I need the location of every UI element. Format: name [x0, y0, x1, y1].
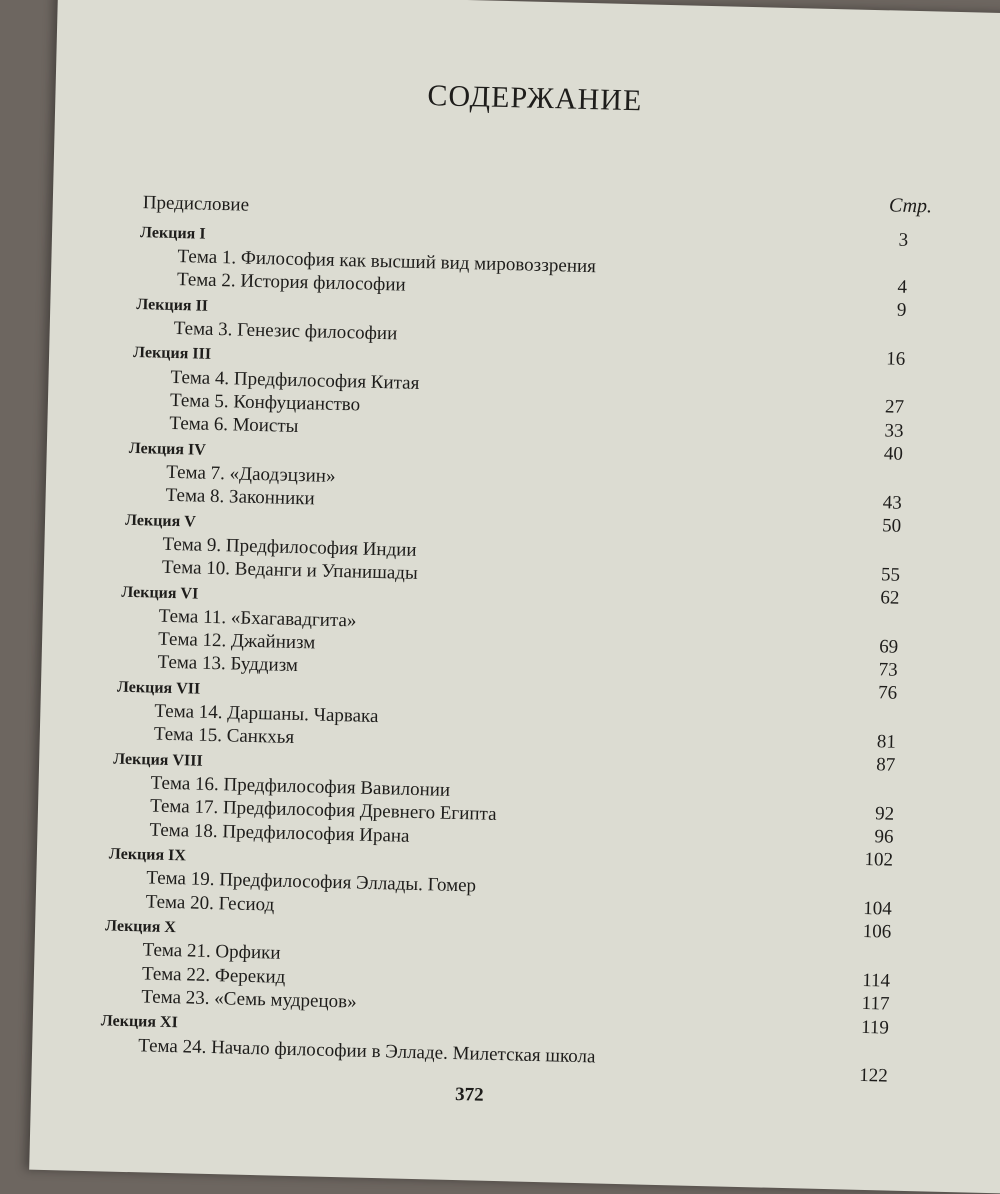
lecture-label: Лекция III: [132, 344, 212, 364]
lecture-label: Лекция IX: [108, 845, 187, 865]
page-column-header: Стр.: [888, 194, 933, 218]
book-page: [29, 0, 1000, 1194]
topic-label: Тема 6. Моисты: [169, 413, 299, 438]
topic-label: Тема 7. «Даодэцзин»: [165, 461, 336, 487]
page-number: 119: [860, 1016, 890, 1039]
topic-label: Тема 1. Философия как высший вид мировоззрения: [177, 245, 597, 278]
page-number: 102: [864, 849, 894, 872]
page-number: 92: [874, 802, 895, 825]
page-number: 87: [876, 754, 896, 776]
topic-label: Тема 18. Предфилософия Ирана: [149, 819, 410, 847]
topic-label: Тема 2. История философии: [176, 269, 406, 296]
lecture-label: Лекция IV: [128, 439, 207, 459]
topic-label: Тема 12. Джайнизм: [157, 628, 316, 654]
topic-label: Тема 15. Санкхья: [153, 723, 295, 749]
lecture-label: Лекция II: [136, 295, 209, 315]
lecture-label: Лекция V: [124, 511, 197, 531]
topic-label: Тема 24. Начало философии в Элладе. Милетская школа: [137, 1034, 596, 1068]
page-number-footer: 372: [454, 1084, 484, 1106]
topic-label: Тема 10. Веданги и Упанишады: [161, 556, 418, 585]
topic-label: Тема 23. «Семь мудрецов»: [141, 986, 357, 1013]
topic-label: Тема 22. Ферекид: [141, 962, 286, 988]
topic-label: Тема 11. «Бхагавадгита»: [158, 605, 357, 632]
page-number: 104: [863, 897, 893, 920]
page-number: 55: [880, 563, 901, 586]
lecture-label: Лекция VII: [116, 678, 201, 698]
topic-label: Тема 16. Предфилософия Вавилонии: [150, 772, 451, 801]
page-number: 69: [878, 635, 899, 658]
topic-label: Тема 14. Даршаны. Чарвака: [154, 700, 379, 728]
page-number: 96: [874, 826, 894, 848]
page-number: 40: [883, 443, 904, 465]
page-number: 43: [882, 491, 902, 514]
lecture-label: Лекция X: [104, 917, 177, 937]
page-number: 122: [858, 1065, 888, 1087]
page-number: 81: [876, 731, 897, 753]
page-number: 62: [880, 587, 900, 609]
topic-label: Тема 13. Буддизм: [157, 652, 299, 677]
topic-label: Предисловие: [142, 192, 250, 216]
topic-label: Тема 4. Предфилософия Китая: [170, 366, 420, 394]
page-number: 16: [885, 347, 906, 370]
topic-label: Тема 3. Генезис философии: [173, 317, 398, 345]
topic-label: Тема 9. Предфилософия Индии: [162, 533, 417, 561]
page-title: СОДЕРЖАНИЕ: [427, 79, 643, 118]
topic-label: Тема 17. Предфилософия Древнего Египта: [149, 795, 497, 826]
topic-label: Тема 8. Законники: [165, 484, 315, 510]
lecture-label: Лекция VIII: [113, 750, 203, 770]
page-number: 3: [898, 229, 909, 251]
topic-label: Тема 21. Орфики: [142, 939, 281, 965]
page-number: 114: [861, 969, 891, 992]
page-number: 106: [862, 921, 892, 943]
lecture-label: Лекция XI: [100, 1012, 179, 1032]
page-number: 76: [877, 682, 898, 704]
page-number: 4: [897, 276, 908, 298]
leader-dots: [143, 200, 861, 224]
page-number: 73: [878, 659, 898, 681]
lecture-label: Лекция I: [139, 223, 206, 243]
lecture-label: Лекция VI: [121, 583, 199, 603]
page-number: 117: [861, 993, 890, 1015]
page-number: 27: [884, 396, 905, 419]
topic-label: Тема 19. Предфилософия Эллады. Гомер: [146, 867, 477, 897]
page-number: 50: [881, 515, 902, 537]
topic-label: Тема 20. Гесиод: [145, 891, 275, 916]
topic-label: Тема 5. Конфуцианство: [169, 389, 361, 416]
page-number: 9: [896, 299, 907, 321]
page-number: 33: [884, 419, 904, 442]
